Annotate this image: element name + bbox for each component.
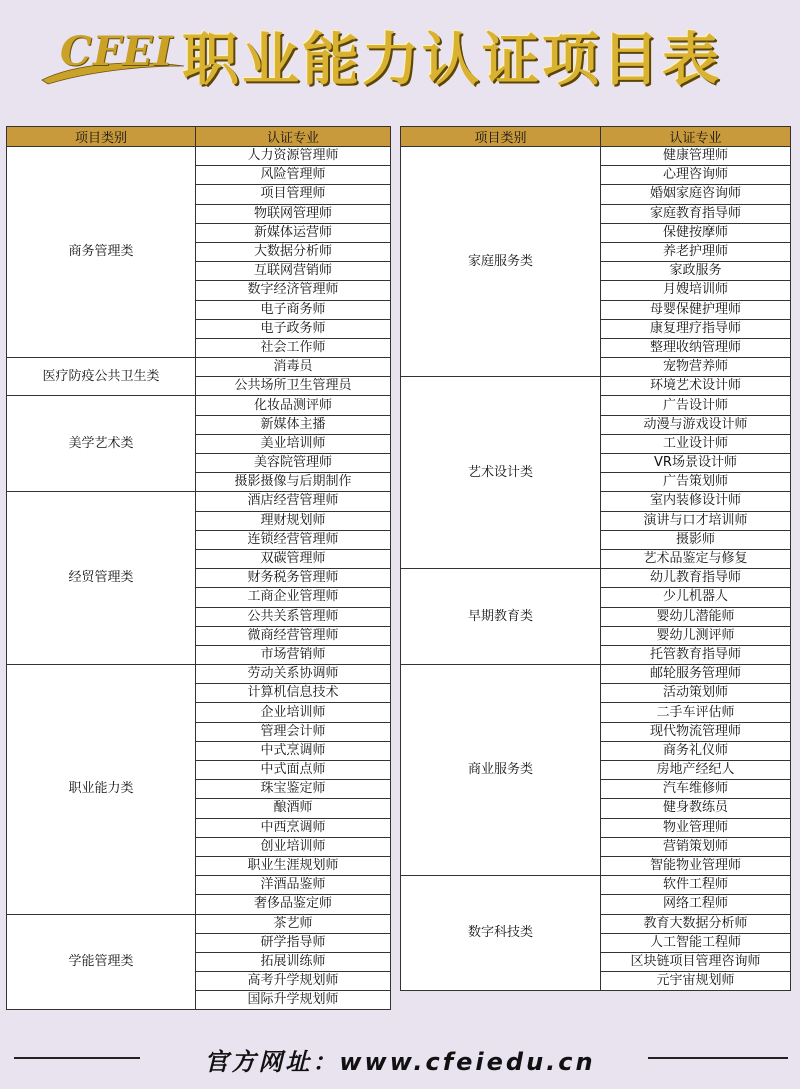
major-cell: 家政服务 bbox=[601, 262, 791, 281]
major-cell: 大数据分析师 bbox=[196, 242, 391, 261]
major-cell: 教育大数据分析师 bbox=[601, 914, 791, 933]
column-header-category: 项目类别 bbox=[401, 127, 601, 147]
major-cell: 宠物营养师 bbox=[601, 358, 791, 377]
column-header-category: 项目类别 bbox=[7, 127, 196, 147]
major-cell: 婴幼儿潜能师 bbox=[601, 607, 791, 626]
left-certification-table bbox=[6, 126, 391, 1010]
right-table-body bbox=[401, 147, 791, 991]
table-row bbox=[7, 147, 391, 166]
major-cell: 月嫂培训师 bbox=[601, 281, 791, 300]
major-cell: 营销策划师 bbox=[601, 837, 791, 856]
major-cell: 广告策划师 bbox=[601, 473, 791, 492]
major-cell: 互联网营销师 bbox=[196, 262, 391, 281]
category-cell: 商务管理类 bbox=[7, 147, 196, 358]
table-row bbox=[401, 665, 791, 684]
major-cell: 研学指导师 bbox=[196, 933, 391, 952]
major-cell: 物业管理师 bbox=[601, 818, 791, 837]
major-cell: 新媒体主播 bbox=[196, 415, 391, 434]
major-cell: 电子商务师 bbox=[196, 300, 391, 319]
major-cell: 母婴保健护理师 bbox=[601, 300, 791, 319]
major-cell: 高考升学规划师 bbox=[196, 972, 391, 991]
table-row bbox=[401, 377, 791, 396]
major-cell: 养老护理师 bbox=[601, 242, 791, 261]
major-cell: 财务税务管理师 bbox=[196, 569, 391, 588]
major-cell: 活动策划师 bbox=[601, 684, 791, 703]
table-header-row bbox=[401, 127, 791, 147]
major-cell: 酒店经营管理师 bbox=[196, 492, 391, 511]
table-row bbox=[7, 665, 391, 684]
major-cell: 项目管理师 bbox=[196, 185, 391, 204]
column-header-major: 认证专业 bbox=[601, 127, 791, 147]
major-cell: 数字经济管理师 bbox=[196, 281, 391, 300]
major-cell: 智能物业管理师 bbox=[601, 856, 791, 875]
table-header-row bbox=[7, 127, 391, 147]
major-cell: 奢侈品鉴定师 bbox=[196, 895, 391, 914]
category-cell: 学能管理类 bbox=[7, 914, 196, 1010]
major-cell: 少儿机器人 bbox=[601, 588, 791, 607]
major-cell: 微商经营管理师 bbox=[196, 626, 391, 645]
major-cell: 风险管理师 bbox=[196, 166, 391, 185]
major-cell: VR场景设计师 bbox=[601, 454, 791, 473]
major-cell: 珠宝鉴定师 bbox=[196, 780, 391, 799]
cfei-logo bbox=[38, 22, 188, 84]
major-cell: 管理会计师 bbox=[196, 722, 391, 741]
category-cell: 医疗防疫公共卫生类 bbox=[7, 358, 196, 396]
major-cell: 公共关系管理师 bbox=[196, 607, 391, 626]
major-cell: 中式烹调师 bbox=[196, 741, 391, 760]
category-cell: 家庭服务类 bbox=[401, 147, 601, 377]
major-cell: 软件工程师 bbox=[601, 876, 791, 895]
major-cell: 创业培训师 bbox=[196, 837, 391, 856]
category-cell: 早期教育类 bbox=[401, 569, 601, 665]
table-row bbox=[7, 396, 391, 415]
major-cell: 拓展训练师 bbox=[196, 952, 391, 971]
major-cell: 物联网管理师 bbox=[196, 204, 391, 223]
major-cell: 劳动关系协调师 bbox=[196, 665, 391, 684]
major-cell: 元宇宙规划师 bbox=[601, 972, 791, 991]
major-cell: 环境艺术设计师 bbox=[601, 377, 791, 396]
right-certification-table bbox=[400, 126, 791, 991]
header bbox=[0, 0, 800, 110]
major-cell: 健康管理师 bbox=[601, 147, 791, 166]
major-cell: 摄影师 bbox=[601, 530, 791, 549]
official-website: 官方网址：www.cfeiedu.cn bbox=[204, 1048, 596, 1076]
major-cell: 汽车维修师 bbox=[601, 780, 791, 799]
left-table-body bbox=[7, 147, 391, 1010]
major-cell: 保健按摩师 bbox=[601, 223, 791, 242]
major-cell: 商务礼仪师 bbox=[601, 741, 791, 760]
major-cell: 二手车评估师 bbox=[601, 703, 791, 722]
major-cell: 艺术品鉴定与修复 bbox=[601, 549, 791, 568]
major-cell: 连锁经营管理师 bbox=[196, 530, 391, 549]
major-cell: 广告设计师 bbox=[601, 396, 791, 415]
page-title: 职业能力认证项目表 bbox=[182, 27, 722, 93]
major-cell: 美容院管理师 bbox=[196, 454, 391, 473]
major-cell: 双碳管理师 bbox=[196, 549, 391, 568]
major-cell: 健身教练员 bbox=[601, 799, 791, 818]
major-cell: 房地产经纪人 bbox=[601, 761, 791, 780]
major-cell: 整理收纳管理师 bbox=[601, 338, 791, 357]
major-cell: 美业培训师 bbox=[196, 434, 391, 453]
table-row bbox=[401, 147, 791, 166]
table-row bbox=[401, 569, 791, 588]
category-cell: 数字科技类 bbox=[401, 876, 601, 991]
major-cell: 电子政务师 bbox=[196, 319, 391, 338]
major-cell: 幼儿教育指导师 bbox=[601, 569, 791, 588]
table-row bbox=[401, 876, 791, 895]
major-cell: 人力资源管理师 bbox=[196, 147, 391, 166]
major-cell: 婚姻家庭咨询师 bbox=[601, 185, 791, 204]
major-cell: 化妆品测评师 bbox=[196, 396, 391, 415]
major-cell: 动漫与游戏设计师 bbox=[601, 415, 791, 434]
table-row bbox=[7, 914, 391, 933]
major-cell: 职业生涯规划师 bbox=[196, 856, 391, 875]
major-cell: 酿酒师 bbox=[196, 799, 391, 818]
major-cell: 消毒员 bbox=[196, 358, 391, 377]
major-cell: 工业设计师 bbox=[601, 434, 791, 453]
major-cell: 公共场所卫生管理员 bbox=[196, 377, 391, 396]
footer bbox=[0, 1042, 800, 1076]
table-row bbox=[7, 492, 391, 511]
major-cell: 企业培训师 bbox=[196, 703, 391, 722]
major-cell: 市场营销师 bbox=[196, 645, 391, 664]
category-cell: 美学艺术类 bbox=[7, 396, 196, 492]
major-cell: 网络工程师 bbox=[601, 895, 791, 914]
category-cell: 经贸管理类 bbox=[7, 492, 196, 665]
major-cell: 洋酒品鉴师 bbox=[196, 876, 391, 895]
category-cell: 商业服务类 bbox=[401, 665, 601, 876]
major-cell: 工商企业管理师 bbox=[196, 588, 391, 607]
major-cell: 演讲与口才培训师 bbox=[601, 511, 791, 530]
category-cell: 艺术设计类 bbox=[401, 377, 601, 569]
major-cell: 中式面点师 bbox=[196, 761, 391, 780]
major-cell: 托管教育指导师 bbox=[601, 645, 791, 664]
major-cell: 邮轮服务管理师 bbox=[601, 665, 791, 684]
column-header-major: 认证专业 bbox=[196, 127, 391, 147]
major-cell: 人工智能工程师 bbox=[601, 933, 791, 952]
major-cell: 茶艺师 bbox=[196, 914, 391, 933]
major-cell: 室内装修设计师 bbox=[601, 492, 791, 511]
table-row bbox=[7, 358, 391, 377]
major-cell: 婴幼儿测评师 bbox=[601, 626, 791, 645]
major-cell: 家庭教育指导师 bbox=[601, 204, 791, 223]
major-cell: 国际升学规划师 bbox=[196, 991, 391, 1010]
major-cell: 社会工作师 bbox=[196, 338, 391, 357]
major-cell: 摄影摄像与后期制作 bbox=[196, 473, 391, 492]
major-cell: 现代物流管理师 bbox=[601, 722, 791, 741]
logo-text: CFEI bbox=[60, 28, 174, 75]
major-cell: 理财规划师 bbox=[196, 511, 391, 530]
major-cell: 中西烹调师 bbox=[196, 818, 391, 837]
major-cell: 心理咨询师 bbox=[601, 166, 791, 185]
major-cell: 区块链项目管理咨询师 bbox=[601, 952, 791, 971]
category-cell: 职业能力类 bbox=[7, 665, 196, 914]
major-cell: 康复理疗指导师 bbox=[601, 319, 791, 338]
major-cell: 新媒体运营师 bbox=[196, 223, 391, 242]
major-cell: 计算机信息技术 bbox=[196, 684, 391, 703]
